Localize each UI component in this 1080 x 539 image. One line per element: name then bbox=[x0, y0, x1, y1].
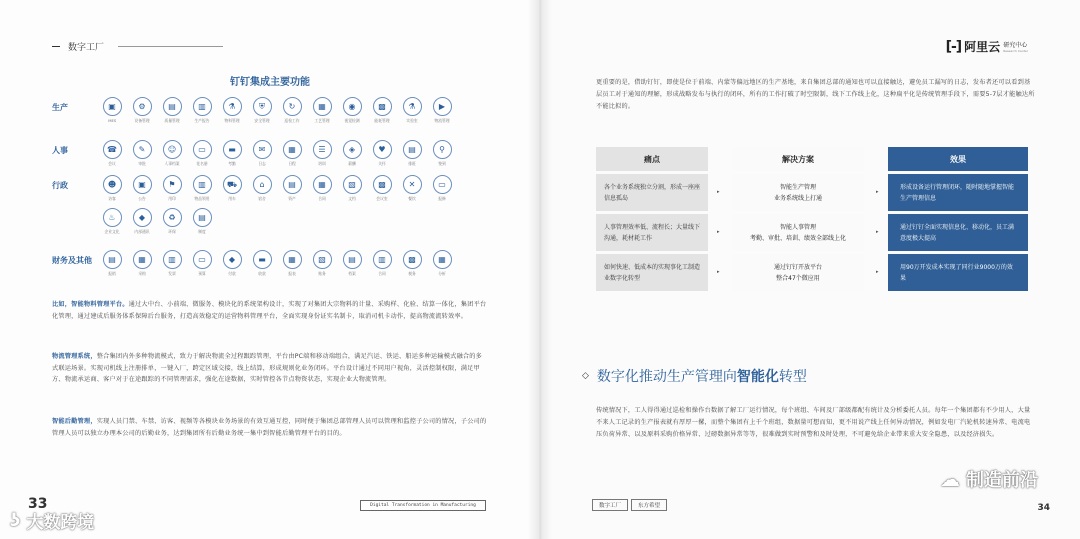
page-number-left: 33 bbox=[28, 496, 48, 512]
table-row bbox=[596, 174, 1028, 211]
right-page bbox=[540, 0, 1080, 539]
feature-item bbox=[427, 250, 457, 277]
table-header bbox=[596, 147, 1028, 171]
refresh-icon bbox=[283, 97, 302, 116]
feature-label: 花名册 bbox=[196, 161, 208, 166]
feature-label: 关怀 bbox=[378, 161, 386, 166]
section-heading bbox=[582, 366, 807, 386]
footer-tags bbox=[592, 499, 670, 511]
recycle-icon bbox=[163, 208, 182, 227]
logo-name: 阿里云 bbox=[964, 40, 1001, 54]
paragraph-lead: 比如，智能物料管理平台。 bbox=[52, 301, 129, 308]
feature-label: 合同 bbox=[378, 271, 386, 276]
icon-glyph: ▩ bbox=[408, 254, 416, 264]
watermark-text: 大数跨境 bbox=[26, 513, 95, 533]
ledger-icon bbox=[313, 250, 332, 269]
feature-label: 安全管理 bbox=[254, 118, 270, 123]
icon-glyph: ↻ bbox=[288, 101, 296, 111]
intro-paragraph: 更重要的是，借助钉钉，即使是位于前端、内蒙等偏远地区的生产基地，来自集团总部的通知也可以直接触达，避免员工漏写的日志，发布者还可以看到基层员工对于通知的理解，形成战略发布与执行的闭环，所有的工作打破了时空限制，线下工作线上化，这种扁平化是传统管理手段下，需要5-7层才能触达所不能比拟的。 bbox=[596, 79, 1035, 110]
feature-item bbox=[397, 140, 427, 167]
icon-glyph: ▦ bbox=[288, 254, 296, 264]
mail-icon bbox=[253, 140, 272, 159]
box-icon bbox=[193, 175, 212, 194]
feature-label: 内部通讯 bbox=[134, 229, 150, 234]
book-icon bbox=[343, 250, 362, 269]
icon-glyph: ▩ bbox=[378, 179, 386, 189]
invoice-icon bbox=[163, 250, 182, 269]
header-rule bbox=[118, 46, 223, 47]
clipboard-icon bbox=[283, 175, 302, 194]
feature-item bbox=[97, 175, 127, 202]
truck-icon bbox=[433, 97, 452, 116]
icon-glyph: ▦ bbox=[438, 254, 446, 264]
feature-item bbox=[157, 140, 187, 167]
contact-icon bbox=[193, 140, 212, 159]
bottle-icon bbox=[223, 97, 242, 116]
feature-row bbox=[52, 140, 457, 171]
feature-item bbox=[247, 140, 277, 167]
watermark-text: 制造前沿 bbox=[966, 470, 1038, 491]
feature-label: 质量管理 bbox=[164, 118, 180, 123]
feature-label: 资产 bbox=[288, 196, 296, 201]
feature-item bbox=[307, 175, 337, 202]
feature-label: 签到 bbox=[438, 161, 446, 166]
feature-label: 企业文化 bbox=[104, 229, 120, 234]
footer-tag: 东方希望 bbox=[631, 499, 667, 511]
feature-item bbox=[127, 140, 157, 167]
calendar2-icon bbox=[403, 140, 422, 159]
stamp-icon bbox=[163, 175, 182, 194]
feature-item bbox=[427, 140, 457, 167]
photo-icon bbox=[373, 97, 392, 116]
form-icon bbox=[313, 175, 332, 194]
feature-item bbox=[367, 140, 397, 167]
icon-glyph: ▬ bbox=[228, 144, 236, 154]
icon-glyph: ▬ bbox=[258, 254, 266, 264]
feature-items bbox=[97, 250, 457, 281]
car-icon bbox=[223, 175, 242, 194]
feature-item bbox=[127, 208, 157, 235]
feature-item bbox=[247, 175, 277, 202]
feature-item bbox=[187, 175, 217, 202]
feature-items bbox=[97, 175, 457, 206]
header-dash bbox=[52, 46, 60, 47]
icon-glyph: ◉ bbox=[348, 101, 356, 111]
icon-glyph: ▶ bbox=[438, 101, 446, 111]
person-circle-icon bbox=[103, 175, 122, 194]
icon-glyph: ▩ bbox=[378, 101, 386, 111]
icon-glyph: ✉ bbox=[258, 144, 266, 154]
pain-cell: 人事管理效率低、流程长；大量线下沟通，耗材耗工作 bbox=[596, 214, 708, 251]
feature-item bbox=[187, 140, 217, 167]
meeting-icon bbox=[103, 140, 122, 159]
feature-category: 生产 bbox=[52, 103, 68, 112]
icon-glyph: ◆ bbox=[138, 212, 146, 222]
heart-icon bbox=[373, 140, 392, 159]
badge-icon bbox=[133, 175, 152, 194]
feature-item bbox=[127, 250, 157, 277]
feature-item bbox=[337, 97, 367, 124]
calendar-icon bbox=[283, 140, 302, 159]
table-body bbox=[596, 174, 1028, 291]
feature-item bbox=[157, 250, 187, 277]
paragraph-lead: 智能后勤管理， bbox=[52, 418, 97, 425]
icon-glyph: ◈ bbox=[348, 144, 356, 154]
section-title: 钉钉集成主要功能 bbox=[230, 77, 310, 88]
feature-item bbox=[397, 175, 427, 202]
watermark-right bbox=[940, 466, 1038, 492]
feature-item bbox=[157, 208, 187, 235]
icon-glyph: ▭ bbox=[198, 144, 206, 154]
feature-label: 公告 bbox=[138, 196, 146, 201]
feature-label: 排班 bbox=[408, 161, 416, 166]
feature-item bbox=[97, 140, 127, 167]
feature-item bbox=[307, 250, 337, 277]
monitor-icon bbox=[103, 97, 122, 116]
feature-label: 实验室 bbox=[406, 118, 418, 123]
feature-row bbox=[52, 175, 457, 206]
icon-glyph: ▤ bbox=[108, 254, 116, 264]
feature-label: 发票 bbox=[168, 271, 176, 276]
pain-cell: 各个业务系统独立分割，形成一座座信息孤岛 bbox=[596, 174, 708, 211]
gift-icon bbox=[133, 208, 152, 227]
chart-icon bbox=[283, 250, 302, 269]
card-icon bbox=[223, 140, 242, 159]
icon-glyph: ▭ bbox=[438, 179, 446, 189]
header-pain: 痛点 bbox=[596, 147, 708, 171]
feature-label: 设备管理 bbox=[134, 118, 150, 123]
feature-item bbox=[157, 97, 187, 124]
handshake-icon bbox=[103, 208, 122, 227]
person-icon bbox=[163, 140, 182, 159]
feature-item bbox=[187, 97, 217, 124]
feature-label: MES bbox=[107, 118, 117, 123]
cart-icon bbox=[133, 250, 152, 269]
feature-label: 会议 bbox=[108, 161, 116, 166]
bank-icon bbox=[103, 250, 122, 269]
paragraph-text: 整合集团内外多种物流模式，致力于解决物流全过程跟踪管理，平台由PC端和移动端组合，满足汽运、铁运、船运多种运输模式融合的多式联运场景。实现司机线上注册排单，一键入厂，跨定区域交接，线上结算，形成规则化业务闭环。平台设计通过不同用户视角，灵活控制权限，满足甲方、物流承运商、客户对于在途跟踪的不同管理需求，强化在途数据，实时管控各节点物资状态，实现企业大物流管理。 bbox=[52, 353, 483, 384]
icon-glyph: ⚗ bbox=[408, 101, 416, 111]
feature-item bbox=[367, 175, 397, 202]
feature-item bbox=[247, 97, 277, 124]
feature-item bbox=[307, 97, 337, 124]
feature-items bbox=[97, 140, 457, 171]
feature-item bbox=[187, 208, 217, 235]
feature-label: 报修 bbox=[438, 196, 446, 201]
feature-label: 文档 bbox=[348, 196, 356, 201]
feature-label: 分析 bbox=[438, 271, 446, 276]
feature-item bbox=[397, 97, 427, 124]
feature-label: 物品领用 bbox=[194, 196, 210, 201]
diamond-icon bbox=[223, 250, 242, 269]
header-solution: 解决方案 bbox=[732, 147, 864, 171]
feature-items bbox=[97, 97, 457, 128]
paragraph-text: 通过大中台、小前端、微服务、模块化的系统架构设计，实现了对集团大宗物料的计量、采购样、化验、结算一体化，集团平台化管理，通过建成后服务体系保障后台服务，打造高效稳定的运营物料管理平台，全面实现身份证实名制卡，取消司机卡动作，提高物流流转效率。 bbox=[52, 301, 487, 320]
doc-check-icon bbox=[193, 208, 212, 227]
heading-bold: 智能化 bbox=[736, 369, 779, 385]
feature-item bbox=[97, 250, 127, 277]
icon-glyph: ⚲ bbox=[439, 144, 445, 154]
feature-label: 报表 bbox=[288, 271, 296, 276]
icon-glyph: ⚑ bbox=[168, 179, 176, 189]
feature-label: 合同 bbox=[318, 196, 326, 201]
feature-label: 报销 bbox=[108, 271, 116, 276]
feature-row bbox=[52, 97, 457, 128]
feature-label: 采购 bbox=[138, 271, 146, 276]
feature-label: 环保 bbox=[168, 229, 176, 234]
icon-glyph: ✎ bbox=[138, 144, 146, 154]
folder-icon bbox=[343, 175, 362, 194]
paragraph-text: 实现人员门禁、车禁、访客、视频等各模块业务场景的有效互通互控，同时便于集团总部管理人员可以管理和监控子公司的情况，子公司的管理人员可以独立办理本公司的后勤业务，达到集团所有后勤业务统一集中到智能后勤管理平台的目的。 bbox=[52, 418, 487, 437]
icon-glyph: ▧ bbox=[348, 179, 356, 189]
header-effect: 效果 bbox=[888, 147, 1028, 171]
feature-item bbox=[217, 97, 247, 124]
document-icon bbox=[313, 97, 332, 116]
feature-label: 税务 bbox=[408, 271, 416, 276]
icon-glyph: ⚙ bbox=[138, 101, 146, 111]
icon-glyph: ▣ bbox=[108, 101, 116, 111]
feature-row bbox=[52, 208, 457, 239]
left-header-title: 数字工厂 bbox=[68, 43, 105, 53]
icon-glyph: ▤ bbox=[288, 179, 296, 189]
icon-glyph: ♻ bbox=[168, 212, 176, 222]
feature-category: 行政 bbox=[52, 181, 68, 190]
feature-label: 用印 bbox=[168, 196, 176, 201]
icon-glyph: ⛨ bbox=[259, 101, 265, 111]
note-icon bbox=[433, 175, 452, 194]
cross-icon bbox=[403, 175, 422, 194]
feature-label: 预算 bbox=[198, 271, 206, 276]
keyboard-icon bbox=[403, 250, 422, 269]
icon-glyph: ▤ bbox=[348, 254, 356, 264]
feature-category: 财务及其他 bbox=[52, 256, 92, 265]
feature-label: 餐饮 bbox=[408, 196, 416, 201]
paragraph-lead: 物流管理系统， bbox=[52, 353, 97, 360]
body-paragraph: 传统情况下，工人得得通过巡检和操作台数据了解工厂运行情况，每个班组、车间及厂部级都配有统计及分析委托人员。每年一个集团都有不少用人，大量不来人工记录的生产报表就有厚厚一摞，而整个集团有上千个班组，数据量可想而知，更不用说产线上任何异动情况，例如发电厂汽轮机转速异常、电流电压负荷异常、以及原料采购价格异常、过磅数据异常等等，很难做到实时预警和及时处理，不可避免给企业带来重大安全隐患，以及经济损失。 bbox=[596, 407, 1031, 438]
chart2-icon bbox=[433, 250, 452, 269]
feature-item bbox=[367, 250, 397, 277]
feature-label: 薪酬 bbox=[348, 161, 356, 166]
footer-caption: Digital Transformation in Manufacturing bbox=[360, 500, 486, 511]
house-icon bbox=[253, 175, 272, 194]
feature-item bbox=[217, 140, 247, 167]
edit-icon bbox=[133, 140, 152, 159]
feature-items bbox=[97, 208, 457, 239]
page-number-right: 34 bbox=[1037, 503, 1050, 513]
feature-label: 付款 bbox=[228, 271, 236, 276]
feature-category: 人事 bbox=[52, 146, 68, 155]
feature-label: 宿舍 bbox=[258, 196, 266, 201]
feature-label: 用车 bbox=[228, 196, 236, 201]
table-arrow-icon: ▸ bbox=[876, 269, 879, 275]
icon-glyph: ☰ bbox=[318, 144, 326, 154]
location-icon bbox=[433, 140, 452, 159]
flask-icon bbox=[403, 97, 422, 116]
icon-glyph: ▦ bbox=[288, 144, 296, 154]
feature-label: 日志 bbox=[258, 161, 266, 166]
table-arrow-icon: ▸ bbox=[717, 229, 720, 235]
feature-label: 收款 bbox=[258, 271, 266, 276]
report-icon bbox=[193, 97, 212, 116]
feature-item bbox=[427, 175, 457, 202]
effect-cell: 用90万开发成本实现了同行业9000万的效果 bbox=[888, 254, 1028, 291]
feature-item bbox=[337, 140, 367, 167]
equipment-icon bbox=[133, 97, 152, 116]
effect-cell: 形成设备运行管理闭环，随时随地掌握智能生产管理信息 bbox=[888, 174, 1028, 211]
feature-label: 人事档案 bbox=[164, 161, 180, 166]
table-arrow-icon: ▸ bbox=[876, 189, 879, 195]
icon-glyph: ☎ bbox=[107, 144, 117, 154]
logo-bracket-icon: [-] bbox=[945, 38, 962, 55]
feature-label: 能耗管理 bbox=[374, 118, 390, 123]
table-arrow-icon: ▸ bbox=[717, 189, 720, 195]
feature-label: 物流管理 bbox=[434, 118, 450, 123]
feature-item bbox=[187, 250, 217, 277]
aliyun-logo bbox=[946, 38, 1028, 55]
logo-sub bbox=[1003, 40, 1028, 53]
icon-glyph: ▦ bbox=[318, 179, 326, 189]
feature-label: 视觉检测 bbox=[344, 118, 360, 123]
feature-category bbox=[52, 208, 97, 213]
feature-label: 制度 bbox=[198, 229, 206, 234]
watermark-logo-icon: ʖ bbox=[10, 510, 21, 531]
table-row bbox=[596, 254, 1028, 291]
feature-item bbox=[157, 175, 187, 202]
icon-glyph: ♨ bbox=[108, 212, 116, 222]
icon-glyph: ☻ bbox=[107, 179, 117, 189]
icon-glyph: ⌂ bbox=[259, 179, 265, 189]
quality-icon bbox=[163, 97, 182, 116]
feature-item bbox=[127, 175, 157, 202]
icon-glyph: ▥ bbox=[198, 179, 206, 189]
feature-item bbox=[277, 97, 307, 124]
table-arrow-icon: ▸ bbox=[876, 229, 879, 235]
icon-glyph: ▦ bbox=[318, 101, 326, 111]
comparison-table bbox=[596, 147, 1028, 291]
list-icon bbox=[313, 140, 332, 159]
feature-item bbox=[367, 97, 397, 124]
icon-glyph: ⛟ bbox=[226, 179, 238, 189]
paragraph-logistics-support bbox=[52, 416, 488, 439]
feature-item bbox=[127, 97, 157, 124]
feature-label: 培训 bbox=[318, 161, 326, 166]
icon-glyph: ▤ bbox=[168, 101, 176, 111]
feature-label: 账务 bbox=[318, 271, 326, 276]
folder2-icon bbox=[373, 250, 392, 269]
logo-sub-cn: 研究中心 bbox=[1003, 42, 1028, 49]
effect-cell: 通过钉钉全面实现信息化、移动化，员工满意度极大提高 bbox=[888, 214, 1028, 251]
table-arrow-icon: ▸ bbox=[717, 269, 720, 275]
tablet-icon bbox=[193, 250, 212, 269]
feature-item bbox=[97, 97, 127, 124]
feature-label: 访客 bbox=[108, 196, 116, 201]
solution-cell: 智能生产管理 业务系统线上打通 bbox=[732, 174, 864, 211]
icon-glyph: ▤ bbox=[198, 212, 206, 222]
feature-item bbox=[217, 175, 247, 202]
paragraph-material bbox=[52, 299, 488, 322]
icon-glyph: ⚗ bbox=[228, 101, 236, 111]
icon-glyph: ◆ bbox=[228, 254, 236, 264]
paragraph-logistics bbox=[52, 351, 488, 386]
footer-tag: 数字工厂 bbox=[592, 499, 628, 511]
heading-suffix: 转型 bbox=[778, 369, 807, 385]
eye-icon bbox=[343, 97, 362, 116]
left-header bbox=[52, 40, 223, 53]
icon-glyph: ♥ bbox=[378, 144, 386, 154]
heading-prefix: 数字化推动生产管理向 bbox=[596, 369, 737, 385]
diamond-icon: ◇ bbox=[582, 371, 589, 381]
pain-cell: 如何快速、低成本的实现事化工制造业数字化转型 bbox=[596, 254, 708, 291]
feature-item bbox=[427, 97, 457, 124]
icon-glyph: ▦ bbox=[138, 254, 146, 264]
feature-label: 巡检工作 bbox=[284, 118, 300, 123]
feature-label: 物料管理 bbox=[224, 118, 240, 123]
icon-glyph: ✕ bbox=[408, 179, 416, 189]
grid-icon bbox=[373, 175, 392, 194]
icon-glyph: ▥ bbox=[168, 254, 176, 264]
logo-sub-en: Research Center bbox=[1003, 49, 1028, 53]
feature-label: 会议室 bbox=[376, 196, 388, 201]
feature-item bbox=[337, 175, 367, 202]
feature-label: 审批 bbox=[138, 161, 146, 166]
feature-item bbox=[307, 140, 337, 167]
feature-label: 工艺管理 bbox=[314, 118, 330, 123]
tag-icon bbox=[343, 140, 362, 159]
icon-glyph: ▥ bbox=[378, 254, 386, 264]
feature-item bbox=[217, 250, 247, 277]
table-row bbox=[596, 214, 1028, 251]
feature-item bbox=[247, 250, 277, 277]
feature-item bbox=[277, 140, 307, 167]
feature-item bbox=[277, 250, 307, 277]
icon-glyph: ▥ bbox=[198, 101, 206, 111]
feature-item bbox=[277, 175, 307, 202]
icon-glyph: ▧ bbox=[318, 254, 326, 264]
icon-glyph: ▭ bbox=[198, 254, 206, 264]
icon-glyph: ☺ bbox=[167, 144, 177, 154]
icon-glyph: ▤ bbox=[408, 144, 416, 154]
feature-label: 生产报告 bbox=[194, 118, 210, 123]
cash-icon bbox=[253, 250, 272, 269]
icon-glyph: ▣ bbox=[138, 179, 146, 189]
feature-label: 考勤 bbox=[228, 161, 236, 166]
solution-cell: 智能人事管理 考勤、审批、培训、绩效全部线上化 bbox=[732, 214, 864, 251]
feature-row bbox=[52, 250, 457, 281]
solution-cell: 通过钉钉开放平台 整合47个微应用 bbox=[732, 254, 864, 291]
feature-item bbox=[97, 208, 127, 235]
feature-item bbox=[337, 250, 367, 277]
feature-label: 日程 bbox=[288, 161, 296, 166]
watermark-left bbox=[10, 508, 94, 533]
wechat-icon: ☁ bbox=[940, 467, 960, 491]
feature-label: 档案 bbox=[348, 271, 356, 276]
shield-icon bbox=[253, 97, 272, 116]
feature-item bbox=[397, 250, 427, 277]
